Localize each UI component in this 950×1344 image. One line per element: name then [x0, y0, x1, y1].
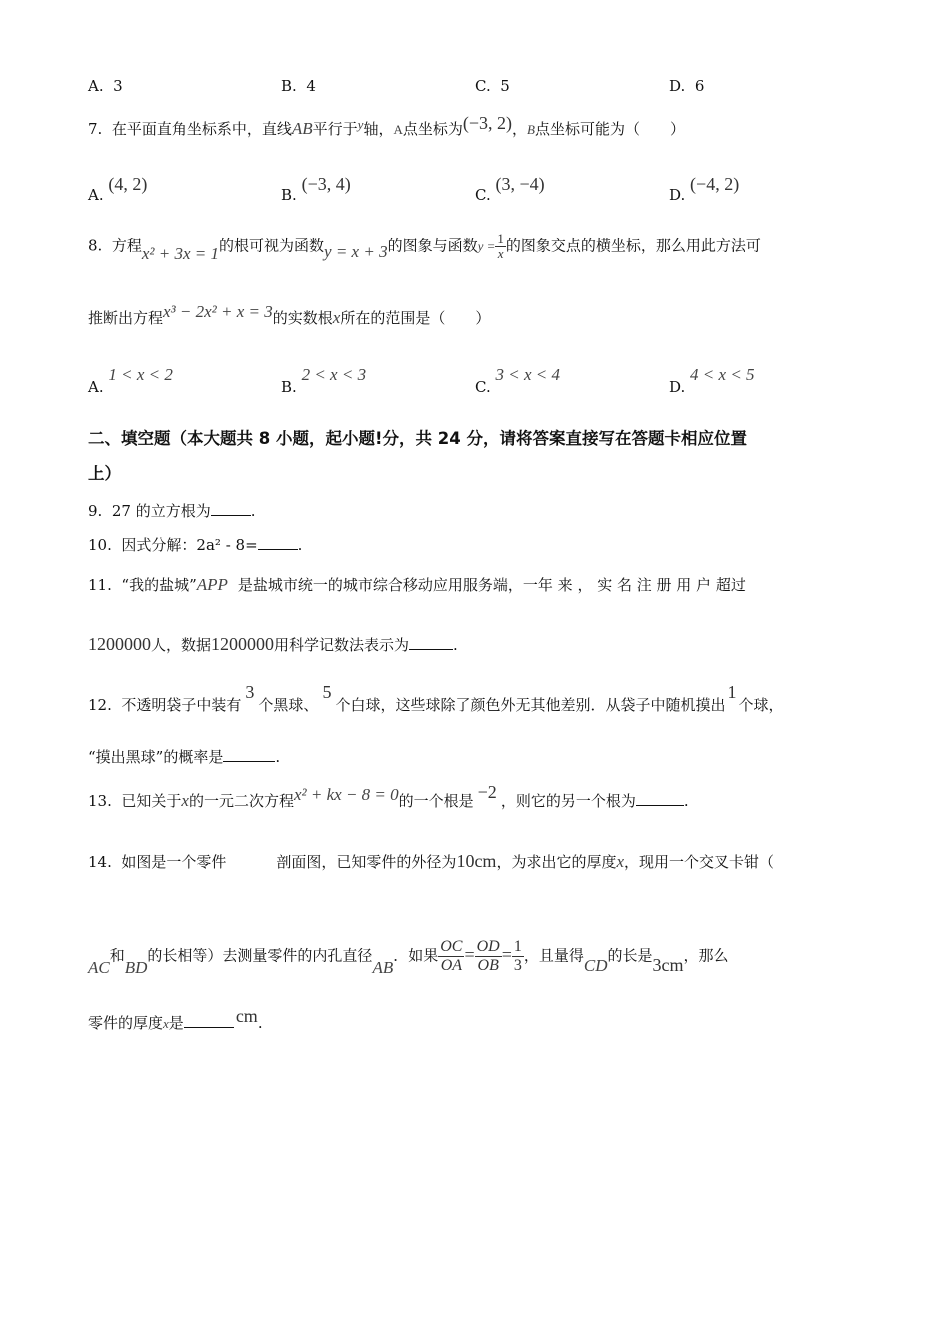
q14-fraction-one-third: $\frac{1}{3}$ — [513, 938, 522, 974]
q7-option-b: B. (−3, 4) — [281, 174, 351, 204]
q6-option-d: D. 6 — [669, 77, 705, 95]
q10: 10. 因式分解：2a² - 8= . — [88, 536, 303, 554]
section-heading: 二、填空题（本大题共 8 小题，起小题!分，共 24 分，请将答案直接写在答题卡相应位置 — [88, 429, 747, 448]
q8-stem-line2: 推断出方程x³ − 2x² + x = 3的实数根x所在的范围是（ ） — [88, 302, 491, 327]
q14-line2: AC和BD的长相等）去测量零件的内孔直径AB．如果 $\frac{OC}{OA}$ = $\frac{OD}{OB}$ = $\frac{1}{3}$ ，且量得CD的长是3cm，那么 — [88, 938, 729, 977]
q11-line1: 11. “我的盐城”APP 是盐城市统一的城市综合移动应用服务端，一年 来 ， 实 名 注 册 用 户 超过 — [88, 575, 746, 594]
q12-line1: 12. 不透明袋子中装有3个黑球、5个白球，这些球除了颜色外无其他差别．从袋子中随机摸出1个球， — [88, 682, 784, 714]
q13: 13. 已知关于x的一元二次方程x² + kx − 8 = 0的一个根是 −2 ，则它的另一个根为 . — [88, 782, 689, 810]
q14-fraction-oc-oa: $\frac{OC}{OA}$ — [440, 938, 463, 974]
q11-answer-blank[interactable] — [409, 637, 453, 650]
q6-option-a: A. 3 — [88, 77, 123, 95]
q13-answer-blank[interactable] — [636, 793, 684, 806]
q10-answer-blank[interactable] — [258, 537, 298, 550]
q12-answer-blank[interactable] — [223, 749, 275, 762]
q11-line2: 1200000人，数据1200000用科学记数法表示为 . — [88, 634, 458, 654]
q14-line1: 14. 如图是一个零件 剖面图，已知零件的外径为10cm，为求出它的厚度x，现用一个交叉卡钳（ — [88, 851, 775, 871]
q14-fraction-od-ob: $\frac{OD}{OB}$ — [476, 938, 500, 974]
q6-option-b: B. 4 — [281, 77, 316, 95]
q8-fraction: $\frac{1}{x}$ — [497, 231, 504, 261]
q8-stem-line1: 8. 方程x² + 3x = 1的根可视为函数y = x + 3的图象与函数y = $\frac{1}{x}$ 的图象交点的横坐标，那么用此方法可 — [88, 231, 761, 263]
q7-stem: 7. 在平面直角坐标系中，直线AB平行于y轴，A点坐标为(−3, 2)，B点坐标可能为（ ） — [88, 113, 685, 138]
q14-line3: 零件的厚度x是 cm. — [88, 1006, 263, 1032]
section-heading-cont: 上） — [88, 464, 121, 483]
q7-option-a: A. (4, 2) — [88, 174, 148, 204]
q8-option-c: C. 3 < x < 4 — [475, 365, 560, 396]
q12-line2: “摸出黑球”的概率是 . — [88, 748, 281, 766]
q8-option-a: A. 1 < x < 2 — [88, 365, 173, 396]
q14-answer-blank[interactable] — [184, 1015, 234, 1028]
q7-option-c: C. (3, −4) — [475, 174, 545, 204]
q6-option-c: C. 5 — [475, 77, 510, 95]
q8-option-b: B. 2 < x < 3 — [281, 365, 367, 396]
q7-option-d: D. (−4, 2) — [669, 174, 740, 204]
q9: 9. 27 的立方根为 . — [88, 502, 256, 520]
q8-option-d: D. 4 < x < 5 — [669, 365, 755, 396]
q9-answer-blank[interactable] — [211, 503, 251, 516]
